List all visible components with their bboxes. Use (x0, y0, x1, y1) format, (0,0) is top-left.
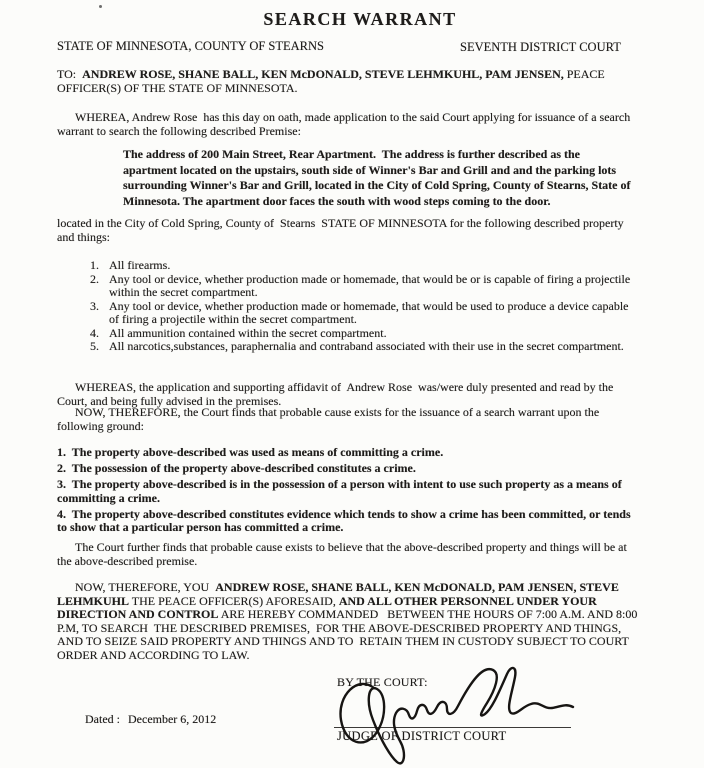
command-mid: THE PEACE OFFICER(S) AFORESAID, (129, 593, 339, 608)
addressee-paragraph (57, 68, 634, 95)
page-title: SEARCH WARRANT (263, 9, 457, 29)
property-item-number: 2. (90, 271, 99, 286)
property-list-item (90, 327, 635, 341)
command-tail: ARE HEREBY COMMANDED BETWEEN THE HOURS OF 7:00 A.M. AND 8:00 P.M, TO SEARCH THE DESCRIBED PREMISES, FOR THE ABOVE-DESCRIBED PROPERTY AND THINGS, AND TO SEIZE SAID PROPERTY AND THINGS AND TO RETAIN THEM IN CUSTODY SUBJECT TO COURT ORDER AND ACCORDING TO LAW. (57, 607, 641, 662)
property-item-number: 4. (90, 325, 99, 340)
ground-item: 3. The property above-described is in the possession of a person with intent to use such property as a means of committing a crime. (57, 477, 625, 505)
command-lead: NOW, THEREFORE, YOU (75, 580, 216, 594)
by-the-court-label: BY THE COURT: (337, 675, 428, 689)
dated-value: December 6, 2012 (128, 712, 217, 726)
further-finds-paragraph: The Court further finds that probable cause exists to believe that the above-described property and things will be at the above-described premise. (57, 540, 630, 568)
application-paragraph: WHEREA, Andrew Rose has this day on oath, made application to the said Court applying for issuance of a search warrant to search the following described Premise: (57, 110, 634, 138)
scan-speck-artifact (99, 5, 102, 8)
property-item-number: 5. (90, 339, 99, 353)
ground-item: 4. The property above-described constitutes evidence which tends to show a crime has been committed, or tends to show that a particular person has committed a crime. (57, 506, 634, 534)
addressee-prefix: TO: (57, 67, 83, 81)
property-list-item (90, 300, 635, 327)
premise-description: The address of 200 Main Street, Rear Apartment. The address is further described as the apartment located on the upstairs, south side of Winner's Bar and Grill and and the parking lots surrounding Winner's Bar and Grill, located in the City of Cold Spring, County of Stearns, State of Minnesota. The apartment door faces the south with wood steps coming to the door. (123, 147, 634, 208)
command-personnel: AND ALL OTHER PERSONNEL UNDER YOUR DIRECTION AND CONTROL (57, 593, 600, 621)
addressee-officer-names: ANDREW ROSE, SHANE BALL, KEN McDONALD, STEVE LEHMKUHL, PAM JENSEN, (82, 67, 564, 81)
property-list-item (90, 259, 635, 273)
property-list (90, 259, 635, 354)
property-item-text: All ammunition contained within the secret compartment. (109, 325, 387, 340)
property-item-number: 1. (90, 258, 99, 272)
judge-signature (320, 652, 590, 768)
property-list-item (90, 340, 635, 354)
district-court-heading: SEVENTH DISTRICT COURT (460, 40, 621, 54)
dated-label: Dated : (85, 712, 120, 726)
command-paragraph (57, 581, 641, 662)
addressee-suffix: PEACE OFFICER(S) OF THE STATE OF MINNESOTA. (57, 67, 608, 95)
command-officer-names: ANDREW ROSE, SHANE BALL, KEN McDONALD, PAM JENSEN, STEVE LEHMKUHL (57, 580, 622, 608)
property-item-text: Any tool or device, whether production made or homemade, that would be or is capable of firing a projectile within the secret compartment. (109, 271, 631, 299)
property-item-number: 3. (90, 298, 99, 313)
ground-item: 2. The possession of the property above-described constitutes a crime. (57, 461, 416, 475)
property-item-text: Any tool or device, whether production made or homemade, that would be used to produce a device capable of firing a projectile within the secret compartment. (109, 298, 629, 326)
property-list-item (90, 273, 635, 300)
affidavit-paragraph: WHEREAS, the application and supporting affidavit of Andrew Rose was/were duly presented and read by the Court, and being fully advised in the premises. (57, 380, 617, 408)
finds-paragraph: NOW, THEREFORE, the Court finds that probable cause exists for the issuance of a search warrant upon the following ground: (57, 405, 603, 433)
judge-of-district-court-label: JUDGE OF DISTRICT COURT (337, 729, 507, 743)
property-item-text: All firearms. (109, 258, 171, 272)
ground-item: 1. The property above-described was used as means of committing a crime. (57, 445, 444, 459)
located-paragraph: located in the City of Cold Spring, County of Stearns STATE OF MINNESOTA for the following described property and things: (57, 216, 627, 244)
grounds-list (57, 446, 641, 537)
state-county-heading: STATE OF MINNESOTA, COUNTY OF STEARNS (57, 39, 324, 53)
dated-line (85, 713, 216, 727)
property-item-text: All narcotics,substances, paraphernalia and contraband associated with their use in the secret compartment. (109, 339, 624, 353)
